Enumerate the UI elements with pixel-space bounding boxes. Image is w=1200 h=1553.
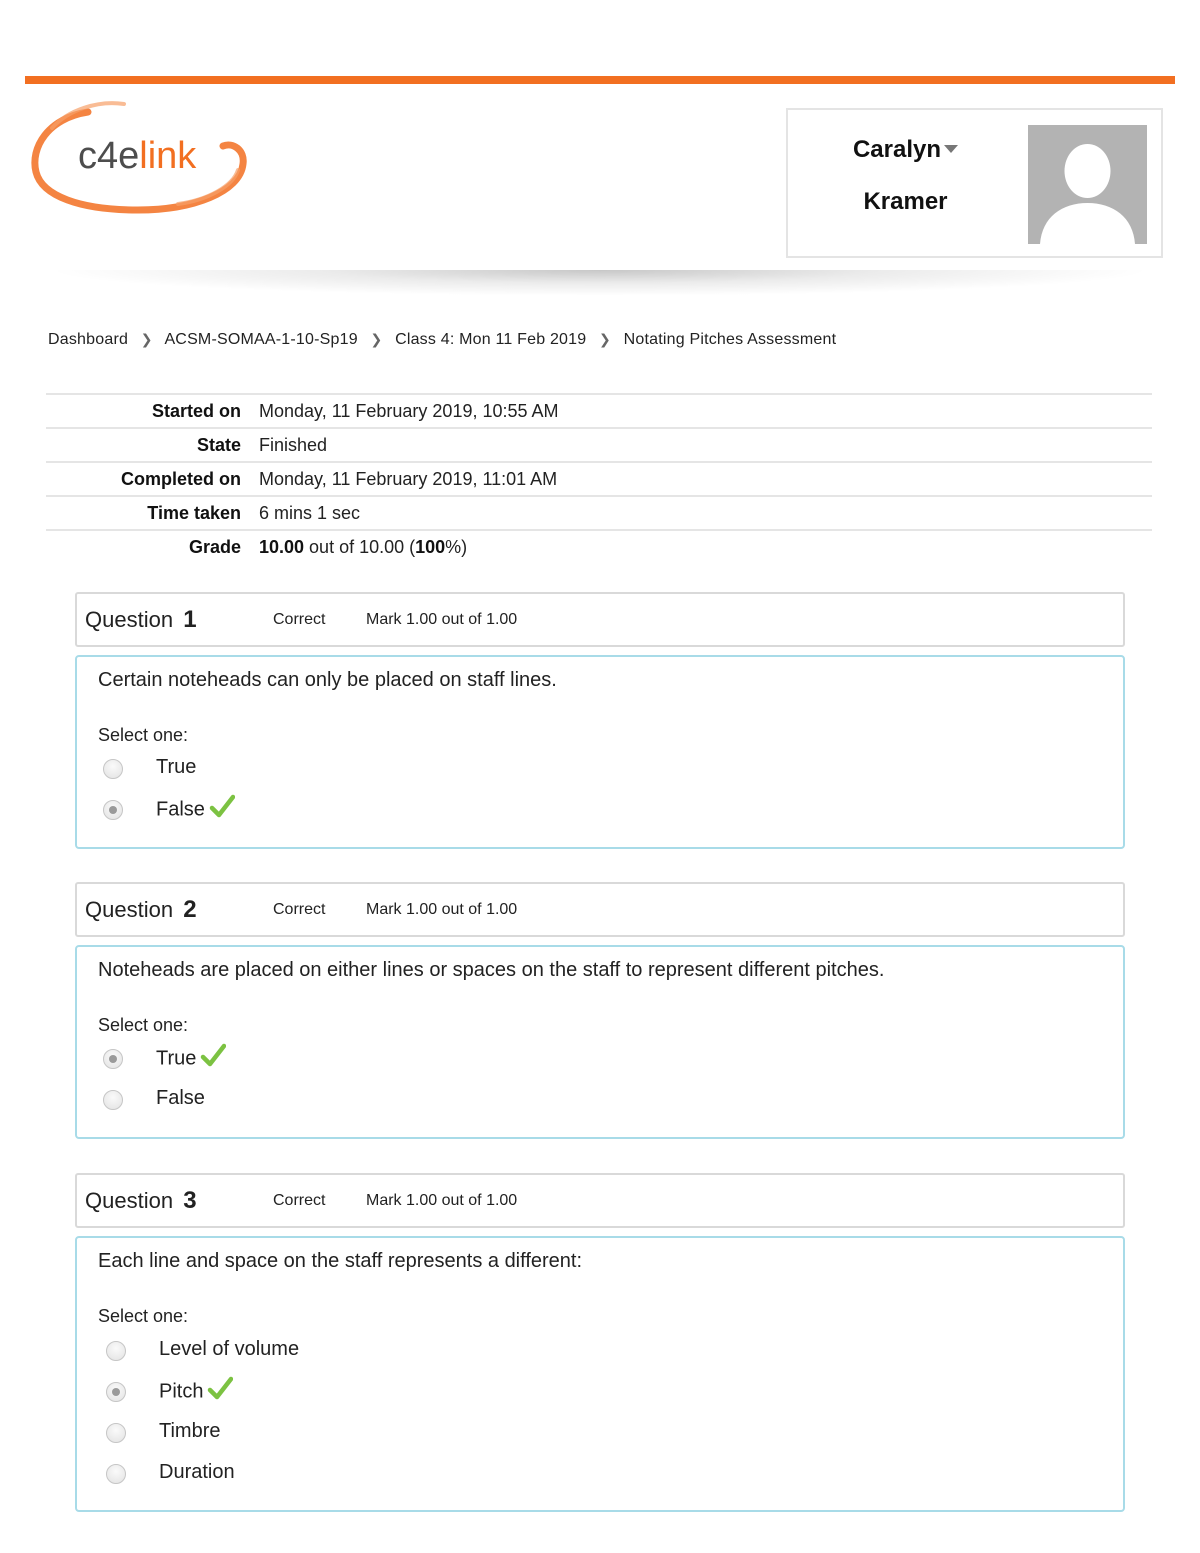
question-2-header [75, 882, 1125, 937]
answer-label[interactable]: False [156, 1087, 205, 1109]
breadcrumb-dashboard[interactable]: Dashboard [48, 331, 129, 348]
summary-label: Completed on [121, 468, 241, 489]
avatar[interactable] [1028, 125, 1147, 244]
question-mark: Mark 1.00 out of 1.00 [366, 1192, 518, 1209]
user-first-name[interactable]: Caralyn [788, 136, 1023, 164]
question-label: Question 2 [85, 896, 197, 923]
select-prompt: Select one: [98, 1015, 189, 1035]
summary-label: Grade [188, 537, 241, 557]
question-text: Each line and space on the staff represents a different: [98, 1250, 583, 1272]
question-number: 2 [183, 896, 197, 923]
answer-label[interactable]: Pitch [159, 1379, 233, 1405]
site-logo[interactable] [28, 100, 250, 215]
radio-button-selected[interactable] [106, 1382, 126, 1402]
question-3-header [75, 1173, 1125, 1228]
breadcrumb-section[interactable]: Class 4: Mon 11 Feb 2019 [395, 331, 587, 348]
question-mark: Mark 1.00 out of 1.00 [366, 611, 518, 628]
question-label: Question 1 [85, 606, 197, 633]
answer-label[interactable]: True [156, 1046, 226, 1072]
header-accent-bar [25, 76, 1175, 84]
radio-button[interactable] [103, 759, 123, 779]
radio-button[interactable] [106, 1341, 126, 1361]
user-last-name: Kramer [863, 188, 948, 215]
question-1-header [75, 592, 1125, 647]
checkmark-icon [207, 1376, 233, 1402]
summary-row-started [46, 394, 1152, 428]
question-text: Noteheads are placed on either lines or spaces on the staff to represent different pitches. [98, 959, 885, 981]
grade-score: 10.00 [259, 537, 305, 557]
attempt-summary-table [46, 393, 1152, 564]
summary-value: Monday, 11 February 2019, 11:01 AM [259, 468, 558, 489]
grade-mid: out of 10.00 ( [304, 537, 416, 557]
summary-row-state [46, 428, 1152, 462]
answer-label[interactable]: Timbre [159, 1420, 221, 1442]
question-state: Correct [273, 1192, 326, 1209]
radio-button-selected[interactable] [103, 1049, 123, 1069]
summary-label: Started on [151, 400, 241, 421]
question-state: Correct [273, 611, 326, 628]
user-silhouette-icon [1028, 125, 1147, 244]
question-label: Question 3 [85, 1187, 197, 1214]
summary-value: 6 mins 1 sec [259, 502, 361, 523]
question-1-body [75, 655, 1125, 849]
breadcrumb-course[interactable]: ACSM-SOMAA-1-10-Sp19 [164, 331, 358, 348]
select-prompt: Select one: [98, 725, 189, 745]
checkmark-icon [200, 1043, 226, 1069]
summary-label: State [196, 434, 241, 455]
summary-row-time [46, 496, 1152, 530]
radio-button[interactable] [106, 1423, 126, 1443]
breadcrumb-quiz[interactable]: Notating Pitches Assessment [623, 331, 837, 348]
chevron-down-icon[interactable] [944, 145, 958, 153]
logo-swoosh-icon [28, 100, 250, 215]
header-shadow [45, 270, 1155, 296]
answer-label[interactable]: Duration [159, 1461, 235, 1483]
question-state: Correct [273, 901, 326, 918]
question-3-body [75, 1236, 1125, 1512]
question-number: 3 [183, 1187, 197, 1214]
answer-label[interactable]: True [156, 756, 197, 778]
question-2-body [75, 945, 1125, 1139]
radio-button[interactable] [103, 1090, 123, 1110]
radio-button[interactable] [106, 1464, 126, 1484]
answer-label[interactable]: False [156, 797, 235, 823]
answer-label[interactable]: Level of volume [159, 1338, 300, 1360]
chevron-right-icon: ❯ [140, 331, 153, 347]
chevron-right-icon: ❯ [599, 331, 611, 347]
summary-value: Monday, 11 February 2019, 10:55 AM [259, 400, 559, 421]
breadcrumb [48, 331, 836, 349]
summary-value: Finished [259, 434, 328, 455]
summary-row-completed [46, 462, 1152, 496]
summary-label: Time taken [147, 502, 241, 523]
question-number: 1 [183, 606, 197, 633]
grade-percent: 100 [415, 537, 446, 557]
user-menu[interactable] [786, 108, 1163, 258]
svg-text:c4elink: c4elink [78, 135, 197, 177]
grade-end: %) [445, 537, 468, 557]
select-prompt: Select one: [98, 1306, 189, 1326]
radio-button-selected[interactable] [103, 800, 123, 820]
summary-value [259, 530, 1152, 564]
chevron-right-icon: ❯ [370, 331, 383, 347]
checkmark-icon [209, 794, 235, 820]
summary-row-grade [46, 530, 1152, 564]
question-text: Certain noteheads can only be placed on staff lines. [98, 669, 557, 691]
question-mark: Mark 1.00 out of 1.00 [366, 901, 518, 918]
